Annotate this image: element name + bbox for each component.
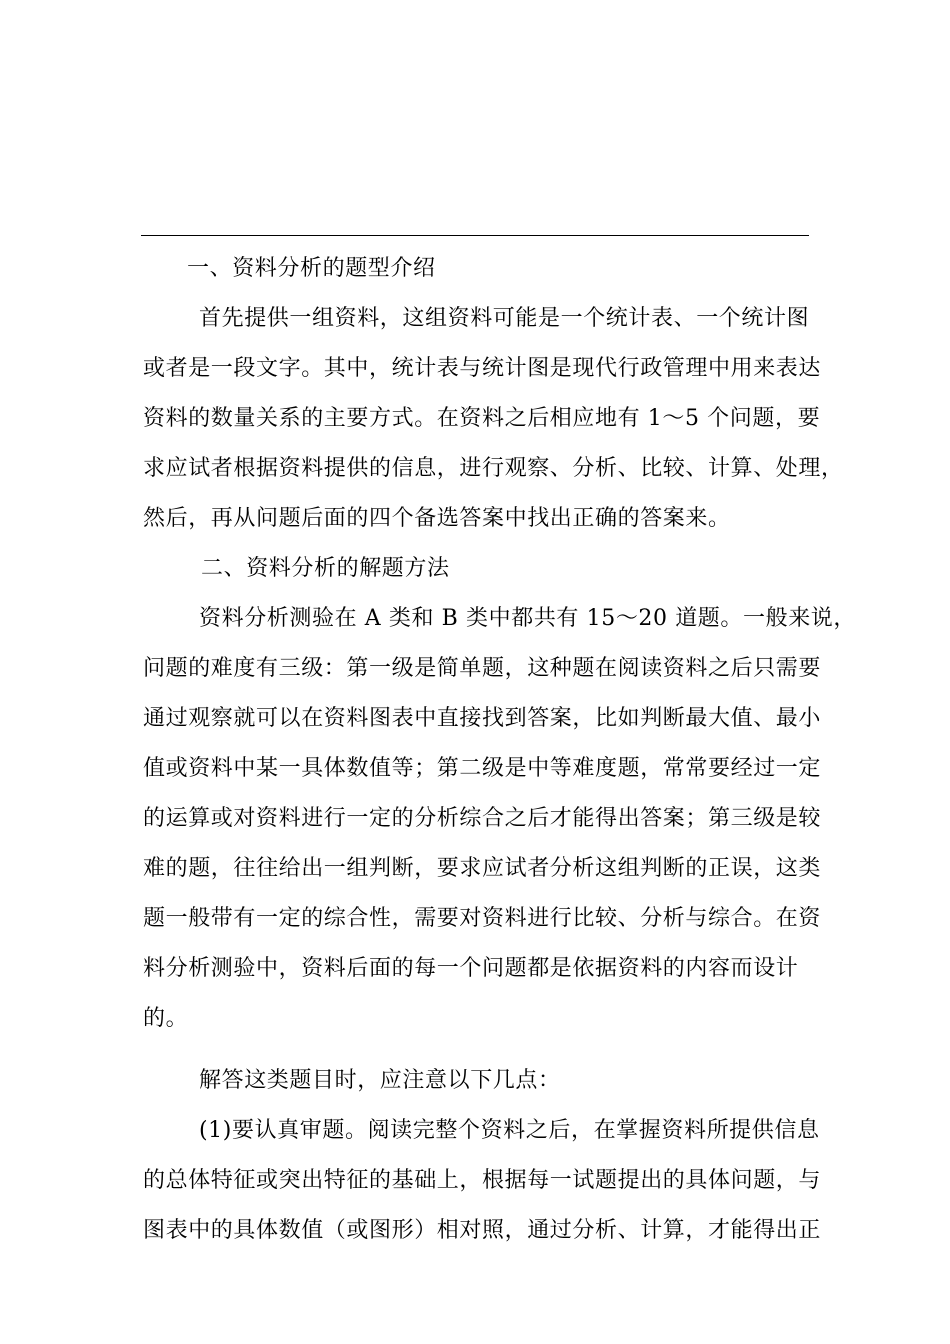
paragraph-line: 的。 bbox=[143, 1006, 189, 1031]
paragraph-line: 料分析测验中，资料后面的每一个问题都是依据资料的内容而设计 bbox=[143, 956, 799, 981]
paragraph-line: 首先提供一组资料，这组资料可能是一个统计表、一个统计图 bbox=[199, 306, 810, 331]
paragraph-line: 的运算或对资料进行一定的分析综合之后才能得出答案；第三级是较 bbox=[143, 806, 822, 831]
paragraph-line: 然后，再从问题后面的四个备选答案中找出正确的答案来。 bbox=[143, 506, 731, 531]
paragraph-line: (1)要认真审题。阅读完整个资料之后，在掌握资料所提供信息 bbox=[199, 1118, 820, 1143]
section1-heading: 一、资料分析的题型介绍 bbox=[187, 256, 436, 281]
paragraph-gap bbox=[143, 1044, 811, 1056]
paragraph-line: 资料分析测验在 A 类和 B 类中都共有 15～20 道题。一般来说， bbox=[199, 606, 857, 631]
note-intro: 解答这类题目时，应注意以下几点： bbox=[199, 1068, 561, 1093]
document-body bbox=[143, 244, 857, 1256]
header-rule bbox=[141, 235, 809, 236]
paragraph-line: 通过观察就可以在资料图表中直接找到答案，比如判断最大值、最小 bbox=[143, 706, 822, 731]
paragraph-line: 题一般带有一定的综合性，需要对资料进行比较、分析与综合。在资 bbox=[143, 906, 822, 931]
paragraph-line: 或者是一段文字。其中，统计表与统计图是现代行政管理中用来表达 bbox=[143, 356, 822, 381]
paragraph-line: 的总体特征或突出特征的基础上，根据每一试题提出的具体问题，与 bbox=[143, 1168, 822, 1193]
paragraph-line: 问题的难度有三级：第一级是简单题，这种题在阅读资料之后只需要 bbox=[143, 656, 822, 681]
section2-paragraph bbox=[143, 594, 857, 1044]
paragraph-line: 资料的数量关系的主要方式。在资料之后相应地有 1～5 个问题，要 bbox=[143, 406, 821, 431]
section1-paragraph bbox=[143, 294, 844, 544]
section2-heading: 二、资料分析的解题方法 bbox=[201, 556, 450, 581]
paragraph-line: 难的题，往往给出一组判断，要求应试者分析这组判断的正误，这类 bbox=[143, 856, 822, 881]
point-1 bbox=[143, 1106, 822, 1256]
paragraph-line: 求应试者根据资料提供的信息，进行观察、分析、比较、计算、处理， bbox=[143, 456, 844, 481]
paragraph-line: 图表中的具体数值（或图形）相对照，通过分析、计算，才能得出正 bbox=[143, 1218, 822, 1243]
paragraph-line: 值或资料中某一具体数值等；第二级是中等难度题，常常要经过一定 bbox=[143, 756, 822, 781]
